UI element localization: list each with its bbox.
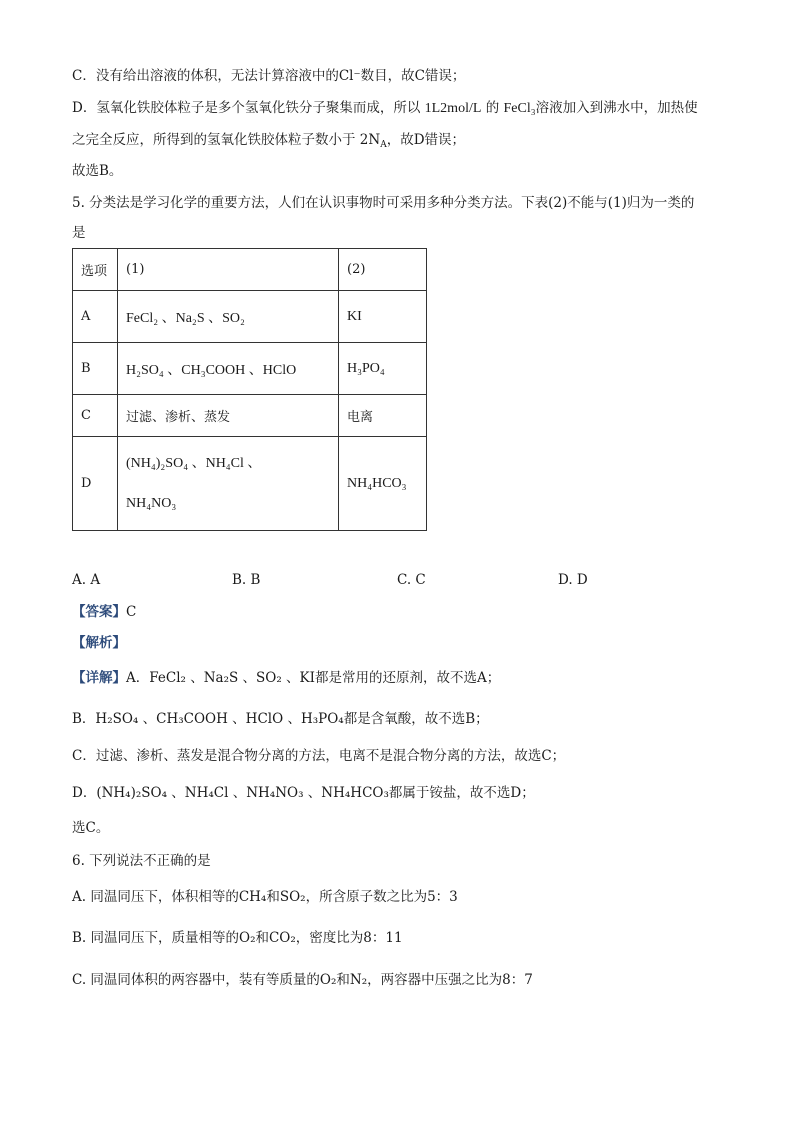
analysis-line-d2-sub: A <box>380 140 387 150</box>
table-row-label: B <box>73 343 118 395</box>
q5-detail-d: D．(NH₄)₂SO₄ 、NH₄Cl 、NH₄NO₃ 、NH₄HCO₃都属于铵盐，故不选D； <box>72 785 535 801</box>
analysis-line-d1 <box>72 98 698 119</box>
table-header-option: 选项 <box>73 249 118 291</box>
q5-stem-line1: 5. 分类法是学习化学的重要方法，人们在认识事物时可采用多种分类方法。下表(2)不能与(1)归为一类的 <box>72 195 695 211</box>
q5-choice-b: B. B <box>232 572 261 588</box>
table-row-col2: NH₄HCO₃ <box>339 437 427 531</box>
q6-option-a: A. 同温同压下，体积相等的CH₄和SO₂，所含原子数之比为5：3 <box>72 889 458 905</box>
table-row-col1-line1: (NH₄)₂SO₄ 、NH₄Cl 、 <box>126 455 262 471</box>
analysis-line-d1-d: FeCl₃ <box>503 101 536 116</box>
q6-option-b: B. 同温同压下，质量相等的O₂和CO₂，密度比为8：11 <box>72 930 403 946</box>
table-row-col1: H₂SO₄ 、CH₃COOH 、HClO <box>118 343 339 395</box>
table-header-col1: (1) <box>118 249 339 291</box>
table-row-label: D <box>73 437 118 531</box>
q5-analysis-tag <box>72 633 126 653</box>
answer-value: C <box>126 604 137 620</box>
table-row-col2: H₃PO₄ <box>339 343 427 395</box>
table-row <box>73 395 427 437</box>
table-row-col1: 过滤、渗析、蒸发 <box>118 395 339 437</box>
analysis-line-c: C．没有给出溶液的体积，无法计算溶液中的Cl⁻数目，故C错误； <box>72 68 466 84</box>
table-row-label: C <box>73 395 118 437</box>
q5-table <box>72 248 427 531</box>
detail-tag: 【详解】 <box>72 670 126 686</box>
table-header-col2: (2) <box>339 249 427 291</box>
answer-tag: 【答案】 <box>72 604 126 620</box>
analysis-line-d1-c: 的 <box>485 100 500 116</box>
table-row-col2: 电离 <box>339 395 427 437</box>
table-row-col1: FeCl₂ 、Na₂S 、SO₂ <box>118 291 339 343</box>
q5-stem-line2: 是 <box>72 225 86 241</box>
q5-detail-a <box>72 668 500 688</box>
q5-choice-a: A. A <box>72 572 101 588</box>
q5-conclusion: 选C。 <box>72 820 110 836</box>
table-row-col2: KI <box>339 291 427 343</box>
q5-answer <box>72 602 136 622</box>
table-row-label: A <box>73 291 118 343</box>
table-row-col1-line2: NH₄NO₃ <box>126 495 177 511</box>
analysis-line-d1-e: 溶液加入到沸水中，加热使 <box>535 100 698 116</box>
detail-a-text: A．FeCl₂ 、Na₂S 、SO₂ 、KI都是常用的还原剂，故不选A； <box>126 670 501 686</box>
analysis-line-d1-a: D．氢氧化铁胶体粒子是多个氢氧化铁分子聚集而成，所以 <box>72 100 421 116</box>
analysis-line-d2-text: 之完全反应，所得到的氢氧化铁胶体粒子数小于 2N <box>72 132 381 148</box>
q5-detail-b: B．H₂SO₄ 、CH₃COOH 、HClO 、H₃PO₄都是含氧酸，故不选B； <box>72 711 489 727</box>
q5-detail-c: C．过滤、渗析、蒸发是混合物分离的方法，电离不是混合物分离的方法，故选C； <box>72 748 566 764</box>
table-row <box>73 291 427 343</box>
q5-choice-c: C. C <box>397 572 426 588</box>
table-header-row <box>73 249 427 291</box>
analysis-tag: 【解析】 <box>72 635 126 651</box>
q6-option-c: C. 同温同体积的两容器中，装有等质量的O₂和N₂，两容器中压强之比为8：7 <box>72 972 533 988</box>
q6-stem: 6. 下列说法不正确的是 <box>72 853 211 869</box>
table-row-col1 <box>118 437 339 531</box>
analysis-line-d2-end: ，故D错误； <box>386 132 466 148</box>
table-row <box>73 437 427 531</box>
analysis-line-d1-b: 1L2mol/L <box>424 101 482 116</box>
table-row <box>73 343 427 395</box>
analysis-conclusion: 故选B。 <box>72 163 123 179</box>
q5-choice-d: D. D <box>558 572 588 588</box>
analysis-line-d2 <box>72 130 465 150</box>
